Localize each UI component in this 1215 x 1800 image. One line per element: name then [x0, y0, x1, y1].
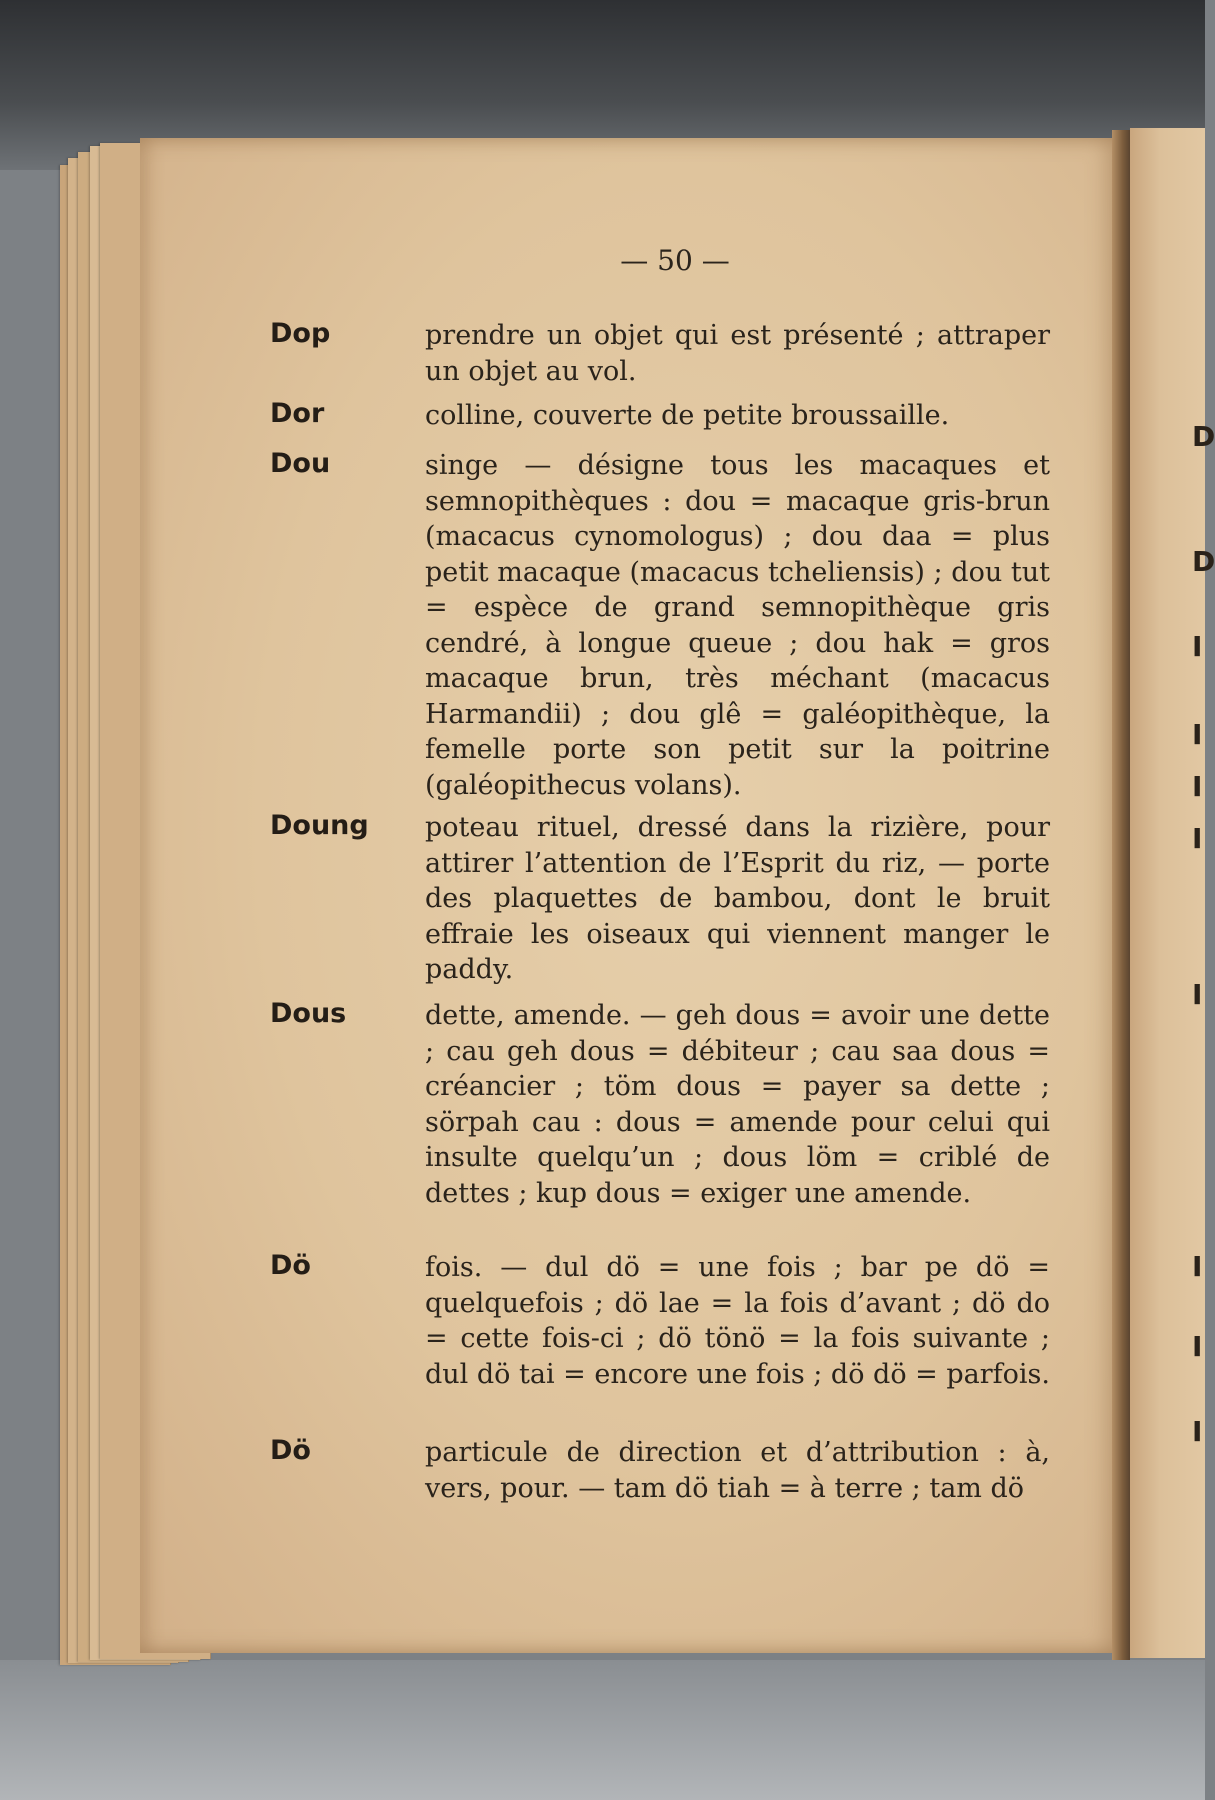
right-page-letter: I: [1192, 1415, 1203, 1448]
entry-term: Dö: [270, 1250, 311, 1281]
right-page-letter: D: [1192, 420, 1215, 453]
right-page-letter: I: [1192, 718, 1203, 751]
entry-definition: prendre un objet qui est présenté ; attraper un objet au vol.: [425, 320, 1050, 387]
right-page-letter: I: [1192, 822, 1203, 855]
right-page-letter: I: [1192, 1330, 1203, 1363]
right-page-letter: I: [1192, 630, 1203, 663]
entry-definition: fois. — dul dö = une fois ; bar pe dö = quelquefois ; dö lae = la fois d’avant ; dö do = cette fois-ci ; dö tönö = la fois suivante ; dul dö tai = encore une fois ; dö dö = parfois.: [425, 1252, 1050, 1390]
page-number: — 50 —: [620, 244, 730, 277]
right-page-letter: I: [1192, 1250, 1203, 1283]
entry-term: Dö: [270, 1435, 311, 1466]
entry-term: Dous: [270, 998, 347, 1029]
entry-definition: singe — désigne tous les macaques et semnopithèques : dou = macaque gris-brun (macacus cynomologus) ; dou daa = plus petit macaque (macacus tcheliensis) ; dou tut = espèce de grand semnopithèque gris cendré, à longue queue ; dou hak = gros macaque brun, très méchant (macacus Harmandii) ; dou glê = galéopithèque, la femelle porte son petit sur la poitrine (galéopithecus volans).: [425, 450, 1050, 801]
entry-definition: colline, couverte de petite broussaille.: [425, 400, 950, 431]
entry-definition: poteau rituel, dressé dans la rizière, pour attirer l’attention de l’Esprit du riz, — porte des plaquettes de bambou, dont le bruit effraie les oiseaux qui viennent manger le paddy.: [425, 812, 1050, 985]
entry-definition: dette, amende. — geh dous = avoir une dette ; cau geh dous = débiteur ; cau saa dous = créancier ; töm dous = payer sa dette ; sörpah cau : dous = amende pour celui qui insulte quelqu’un ; dous löm = criblé de dettes ; kup dous = exiger une amende.: [425, 1000, 1050, 1209]
entry-definition: particule de direction et d’attribution : à, vers, pour. — tam dö tiah = à terre ; tam dö: [425, 1437, 1050, 1504]
right-page-letter: I: [1192, 770, 1203, 803]
entry-term: Dop: [270, 318, 331, 349]
entry-term: Dou: [270, 448, 331, 479]
right-page-letter: I: [1192, 978, 1203, 1011]
right-page-letter: D: [1192, 545, 1215, 578]
book-gutter: [1112, 130, 1130, 1660]
entry-term: Doung: [270, 810, 369, 841]
background-bottom: [0, 1660, 1205, 1800]
entry-term: Dor: [270, 398, 325, 429]
